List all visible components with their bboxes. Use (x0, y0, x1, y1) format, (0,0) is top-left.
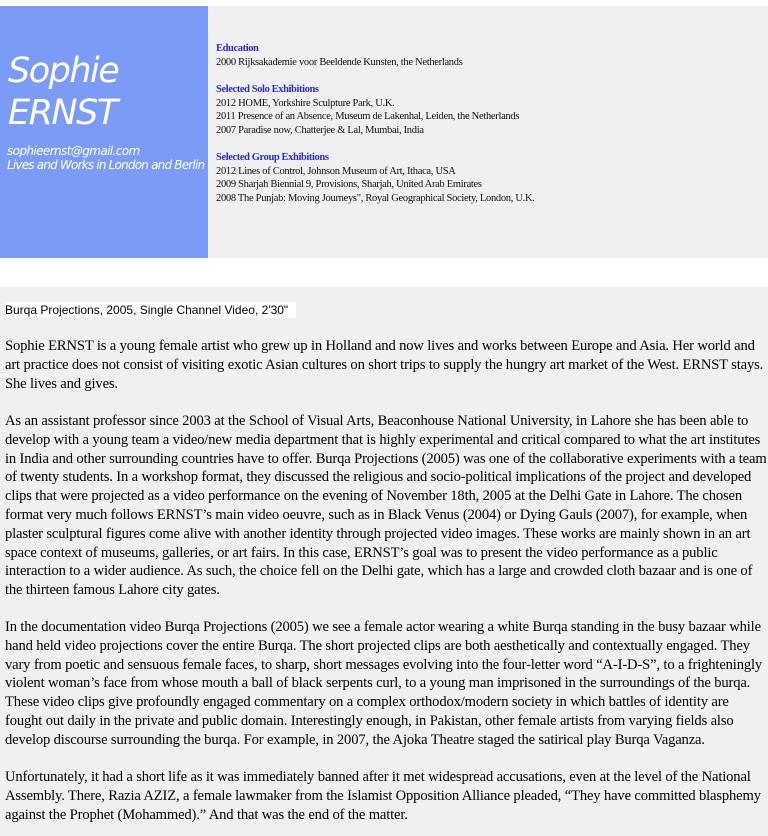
artist-name-panel (0, 6, 208, 258)
solo-exhibition-item: 2007 Paradise now, Chatterjee & Lal, Mumbai, India (216, 124, 424, 136)
group-exhibition-item: 2009 Sharjah Biennial 9, Provisions, Sharjah, United Arab Emirates (216, 179, 482, 190)
article-paragraph: Unfortunately, it had a short life as it was immediately banned after it met widespread accusations, even at the level of the National Assembly. There, Razia AZIZ, a female lawmaker from the Islamist Opposition Alliance pleaded, “They have committed blasphemy against the Prophet (Mohammed).” And that was the end of the matter. (5, 769, 761, 823)
article-paragraph: As an assistant professor since 2003 at the School of Visual Arts, Beaconhouse National University, in Lahore she has been able to develop with a young team a video/new media department that is highly experimental and critical compared to what the art institutes in India and other surrounding countries have to offer. Burqa Projections (2005) was one of the collaborative experiments with a team of twenty students. In a workshop format, they discussed the religious and socio-political implications of the project and developed clips that were projected as a video performance on the evening of November 18th, 2005 at the Delhi Gate in Lahore. The chosen format very much follows ERNST’s main video oeuvre, such as in Black Venus (2004) or Dying Gauls (2007), for example, when plaster sculptural figures come alive with another identity through projected video images. These works are mainly shown in an art space context of museums, galleries, or art fairs. In this case, ERNST’s goal was to present the video performance as a public interaction to a wider audience. As such, the choice fell on the Delhi gate, which has a large and crowded cloth bazaar and is one of the thirteen famous Lahore city gates. (5, 413, 767, 599)
education-heading: Education (216, 43, 259, 54)
artist-location: Lives and Works in London and Berlin (7, 158, 205, 172)
article-section (0, 287, 768, 836)
artist-last-name: ERNST (8, 93, 117, 133)
group-exhibition-item: 2008 The Punjab: Moving Journeys", Royal Geographical Society, London, U.K. (216, 192, 535, 204)
solo-exhibition-item: 2011 Presence of an Absence, Museum de Lakenhal, Leiden, the Netherlands (216, 111, 520, 122)
artist-first-name: Sophie (8, 51, 119, 91)
cv-section (216, 42, 761, 205)
article-paragraph: In the documentation video Burqa Projections (2005) we see a female actor wearing a white Burqa standing in the busy bazaar while hand held video projections cover the entire Burqa. The short projected clips are both aesthetically and contextually engaged. They vary from poetic and sensuous female faces, to sharp, short messages evolving into the four-letter word “A-I-D-S”, to a frighteningly violent woman’s face from whose mouth a ball of black serpents curl, to a young man imprisoned in the surroundings of the burqa. These video clips give profoundly engaged commentary on a complex orthodox/modern society in which battles of identity are fought out daily in the private and public domain. Interestingly enough, in Pakistan, other female artists from varying fields also develop discourse surrounding the burqa. For example, in 2007, the Ajoka Theatre staged the satirical play Burqa Vaganza. (5, 619, 763, 748)
solo-exhibitions-heading: Selected Solo Exhibitions (216, 84, 319, 95)
article-paragraph: Sophie ERNST is a young female artist who grew up in Holland and now lives and works between Europe and Asia. Her world and art practice does not consist of visiting exotic Asian cultures on short trips to supply the hungry art market of the West. ERNST stays. She lives and gives. (5, 338, 764, 392)
video-caption: Burqa Projections, 2005, Single Channel Video, 2'30" (5, 302, 296, 318)
group-exhibitions-heading: Selected Group Exhibitions (216, 152, 329, 163)
group-exhibition-item: 2012 Lines of Control, Johnson Museum of Art, Ithaca, USA (216, 165, 456, 177)
education-item: 2000 Rijksakademie voor Beeldende Kunsten, the Netherlands (216, 56, 463, 68)
solo-exhibition-item: 2012 HOME, Yorkshire Sculpture Park, U.K. (216, 97, 395, 109)
artist-email[interactable]: sophieernst@gmail.com (7, 144, 140, 158)
